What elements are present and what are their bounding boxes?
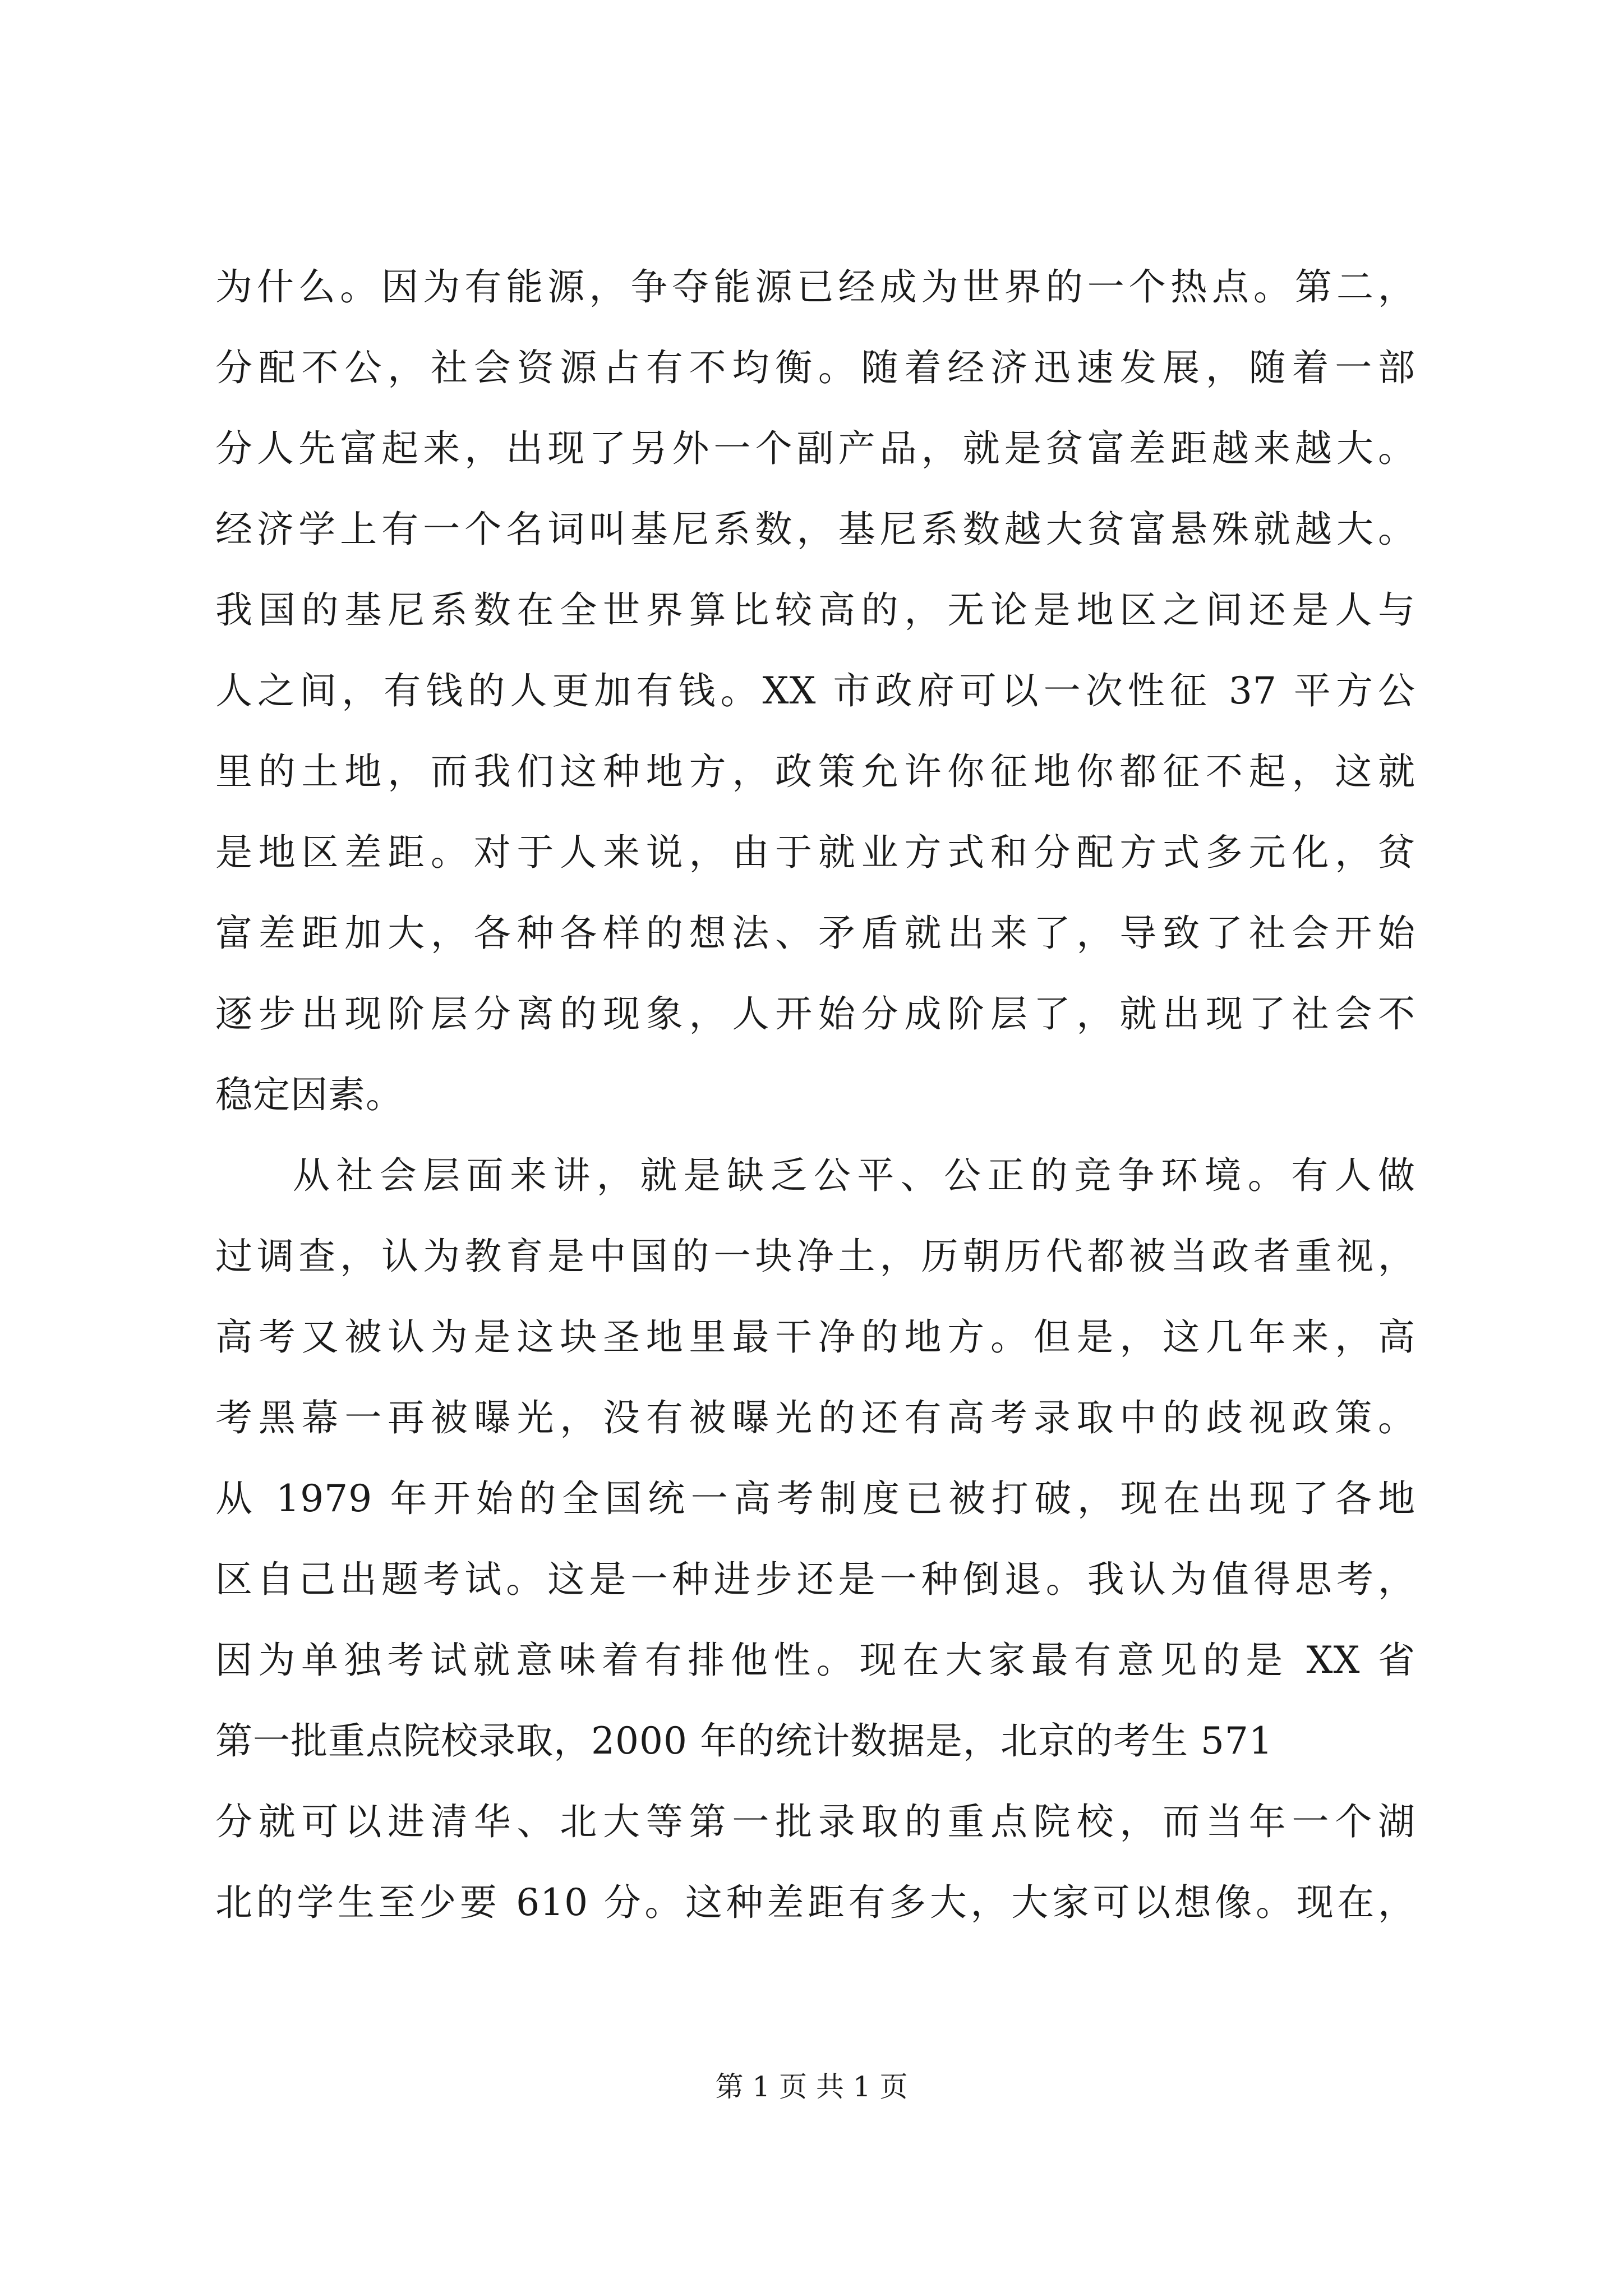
text-line: 考黑幕一再被曝光，没有被曝光的还有高考录取中的歧视政策。 bbox=[215, 1396, 1415, 1439]
text-line: 人之间，有钱的人更加有钱。XX 市政府可以一次性征 37 平方公 bbox=[215, 669, 1415, 712]
text-line: 我国的基尼系数在全世界算比较高的，无论是地区之间还是人与 bbox=[215, 588, 1415, 632]
text-line: 分就可以进清华、北大等第一批录取的重点院校，而当年一个湖 bbox=[215, 1800, 1415, 1843]
body-text bbox=[215, 247, 1415, 1943]
text-line: 是地区差距。对于人来说，由于就业方式和分配方式多元化，贫 bbox=[215, 831, 1415, 874]
text-line: 稳定因素。 bbox=[215, 1073, 403, 1116]
text-line: 北的学生至少要 610 分。这种差距有多大，大家可以想像。现在， bbox=[215, 1881, 1415, 1924]
text-line: 过调查，认为教育是中国的一块净土，历朝历代都被当政者重视， bbox=[215, 1235, 1415, 1278]
text-line: 第一批重点院校录取，2000 年的统计数据是，北京的考生 571 bbox=[215, 1719, 1273, 1763]
page-number-footer: 第 1 页 共 1 页 bbox=[715, 2070, 908, 2103]
text-line: 里的土地，而我们这种地方，政策允许你征地你都征不起，这就 bbox=[215, 750, 1415, 793]
text-line: 分人先富起来，出现了另外一个副产品，就是贫富差距越来越大。 bbox=[215, 427, 1415, 470]
text-line: 富差距加大，各种各样的想法、矛盾就出来了，导致了社会开始 bbox=[215, 912, 1415, 955]
text-line: 因为单独考试就意味着有排他性。现在大家最有意见的是 XX 省 bbox=[215, 1639, 1415, 1682]
text-line: 从 1979 年开始的全国统一高考制度已被打破，现在出现了各地 bbox=[215, 1477, 1415, 1520]
text-line: 经济学上有一个名词叫基尼系数，基尼系数越大贫富悬殊就越大。 bbox=[215, 508, 1415, 551]
text-line: 区自己出题考试。这是一种进步还是一种倒退。我认为值得思考， bbox=[215, 1558, 1415, 1601]
paragraph-first-line: 从社会层面来讲，就是缺乏公平、公正的竞争环境。有人做 bbox=[293, 1154, 1415, 1197]
text-line: 分配不公，社会资源占有不均衡。随着经济迅速发展，随着一部 bbox=[215, 346, 1415, 389]
text-line: 为什么。因为有能源，争夺能源已经成为世界的一个热点。第二， bbox=[215, 265, 1415, 309]
text-line: 高考又被认为是这块圣地里最干净的地方。但是，这几年来，高 bbox=[215, 1315, 1415, 1359]
text-line: 逐步出现阶层分离的现象，人开始分成阶层了，就出现了社会不 bbox=[215, 992, 1415, 1036]
